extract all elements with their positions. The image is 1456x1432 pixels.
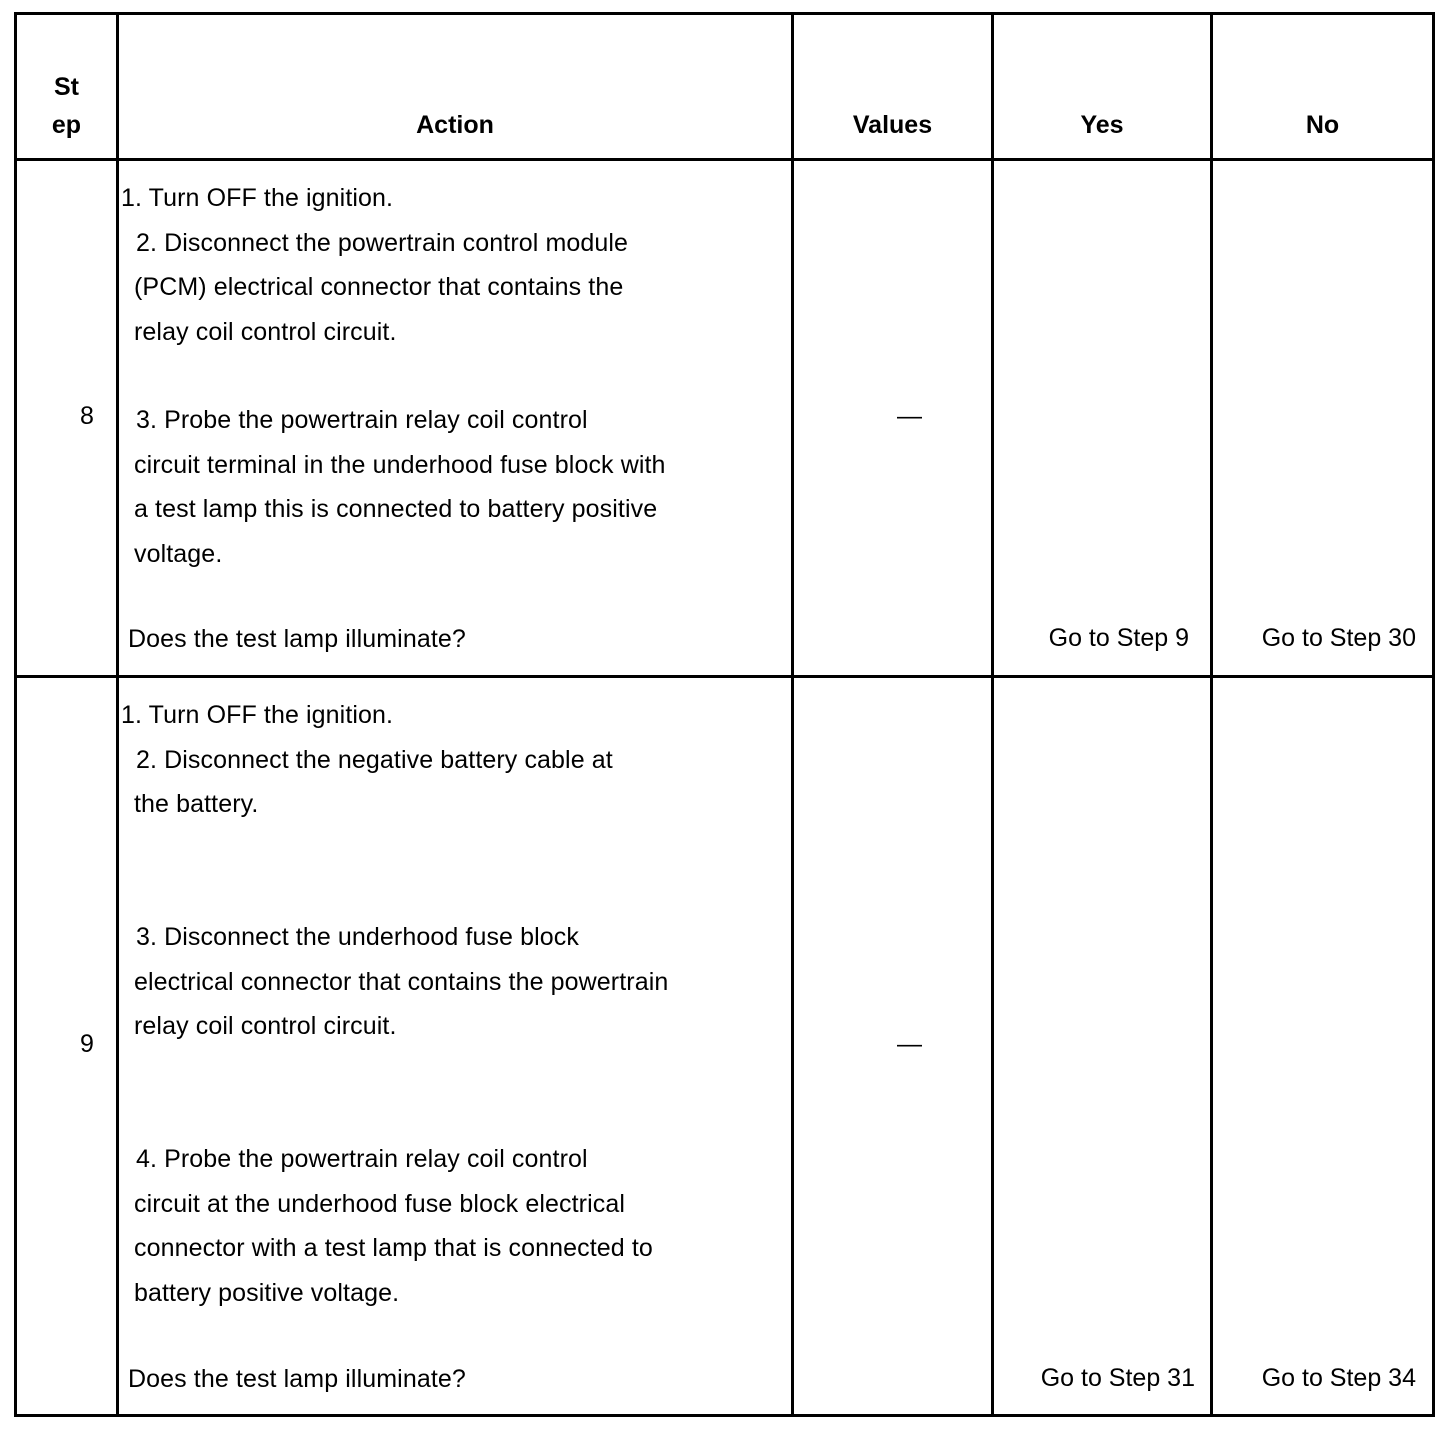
action-line: 1. Turn OFF the ignition. [121, 701, 394, 729]
action-question: Does the test lamp illuminate? [128, 625, 466, 653]
column-divider-yes [1210, 12, 1213, 1417]
action-line: voltage. [134, 540, 223, 568]
table-border-left [14, 12, 17, 1417]
yes-cell: Go to Step 9 [1048, 624, 1189, 652]
action-line: circuit at the underhood fuse block electrical [134, 1190, 625, 1218]
values-cell: — [897, 402, 922, 430]
column-divider-values [991, 12, 994, 1417]
action-line: a test lamp this is connected to battery positive [134, 495, 658, 523]
action-question: Does the test lamp illuminate? [128, 1365, 466, 1393]
table-border-bottom [14, 1414, 1435, 1417]
action-line: the battery. [134, 790, 259, 818]
action-line: battery positive voltage. [134, 1279, 400, 1307]
no-cell: Go to Step 30 [1261, 624, 1416, 652]
table-border-right [1432, 12, 1435, 1417]
row-divider [14, 675, 1435, 678]
header-divider [14, 158, 1435, 161]
no-cell: Go to Step 34 [1261, 1364, 1416, 1392]
step-number: 8 [80, 402, 94, 430]
header-step-line1: St [54, 73, 79, 101]
action-line: 3. Disconnect the underhood fuse block [136, 923, 579, 951]
yes-cell: Go to Step 31 [1040, 1364, 1195, 1392]
action-line: (PCM) electrical connector that contains the [134, 273, 624, 301]
action-line: circuit terminal in the underhood fuse block with [134, 451, 666, 479]
step-number: 9 [80, 1030, 94, 1058]
action-line: 4. Probe the powertrain relay coil control [136, 1145, 588, 1173]
action-line: relay coil control circuit. [134, 1012, 397, 1040]
header-no: No [1305, 111, 1340, 139]
header-values: Values [852, 111, 933, 139]
action-line: 3. Probe the powertrain relay coil control [136, 406, 588, 434]
action-line: 1. Turn OFF the ignition. [121, 184, 394, 212]
header-step [17, 68, 116, 144]
action-line: relay coil control circuit. [134, 318, 397, 346]
header-action: Action [416, 111, 494, 139]
action-line: 2. Disconnect the powertrain control module [136, 229, 629, 257]
action-line: connector with a test lamp that is connected to [134, 1234, 653, 1262]
column-divider-action [791, 12, 794, 1417]
header-step-line2: ep [51, 111, 82, 139]
action-line: electrical connector that contains the powertrain [134, 968, 669, 996]
table-border-top [14, 12, 1435, 15]
values-cell: — [897, 1030, 922, 1058]
column-divider-step [116, 12, 119, 1417]
header-yes: Yes [1080, 111, 1124, 139]
action-line: 2. Disconnect the negative battery cable at [136, 746, 613, 774]
